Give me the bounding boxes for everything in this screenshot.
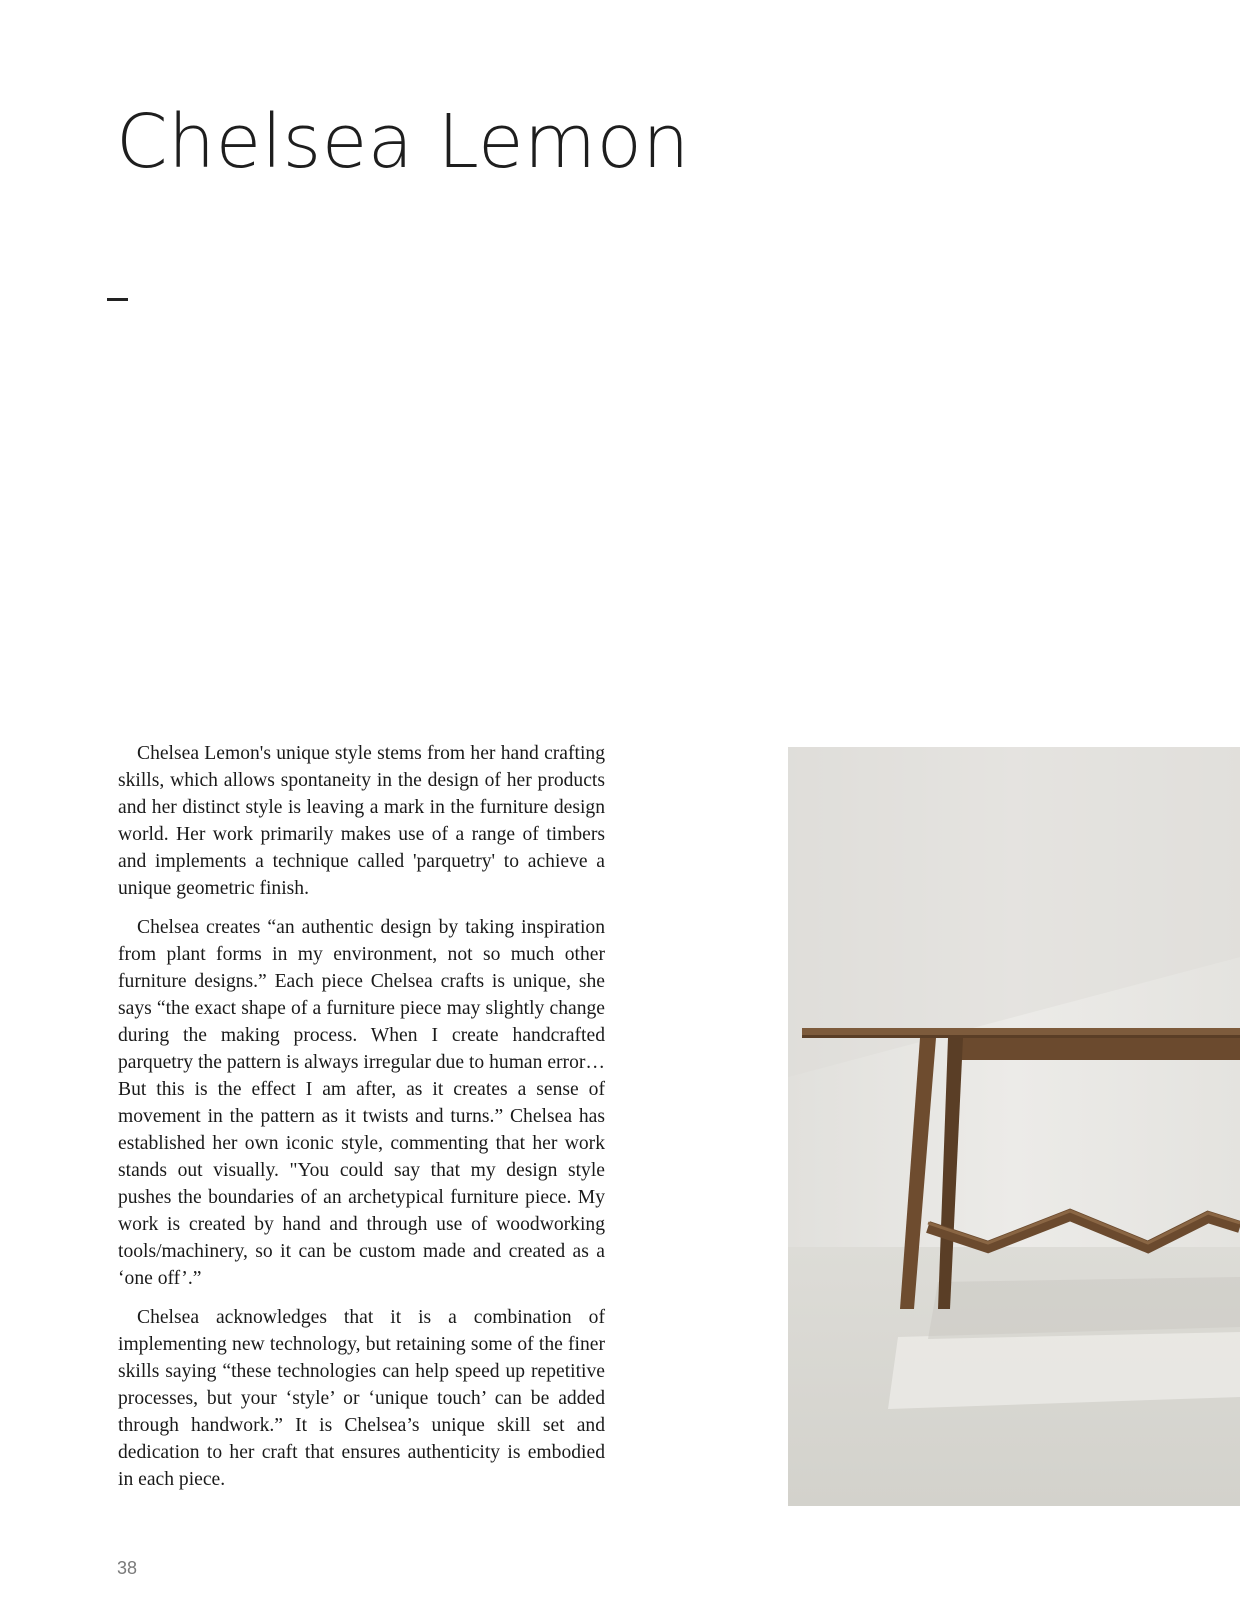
table-illustration xyxy=(788,747,1240,1506)
floor-shadow xyxy=(928,1277,1240,1339)
article-paragraph: Chelsea acknowledges that it is a combination of implementing new technology, but retaining some of the finer skills saying “these technologies can help speed up repetitive processes, but your ‘style’ or ‘unique touch’ can be added through handwork.” It is Chelsea’s unique skill set and dedication to her craft that ensures authenticity is embodied in each piece. xyxy=(118,1307,605,1490)
table-apron xyxy=(948,1038,1240,1060)
table-top-edge xyxy=(802,1035,1240,1038)
article-paragraph: Chelsea Lemon's unique style stems from her hand crafting skills, which allows spontaneity in the design of her products and her distinct style is leaving a mark in the furniture design world. Her work primarily makes use of a range of timbers and implements a technique called 'parquetry' to achieve a unique geometric finish. xyxy=(118,743,605,899)
table-top xyxy=(802,1028,1240,1035)
article-paragraph: Chelsea creates “an authentic design by taking inspiration from plant forms in my environment, not so much other furniture designs.” Each piece Chelsea crafts is unique, she says “the exact shape of a furniture piece may slightly change during the making process. When I create handcrafted parquetry the pattern is always irregular due to human error…But this is the effect I am after, as it creates a sense of movement in the pattern as it twists and turns.” Chelsea has established her own iconic style, commenting that her work stands out visually. "You could say that my design style pushes the boundaries of an archetypical furniture piece. My work is created by hand and through use of woodworking tools/machinery, so it can be custom made and created as a ‘one off’.” xyxy=(118,917,605,1289)
wooden-table-photo xyxy=(788,747,1240,1506)
title-divider xyxy=(107,298,128,301)
article-body xyxy=(118,740,605,1505)
page-title: Chelsea Lemon xyxy=(116,99,690,185)
page-number: 38 xyxy=(117,1558,138,1578)
floor-light-patch xyxy=(888,1327,1240,1409)
